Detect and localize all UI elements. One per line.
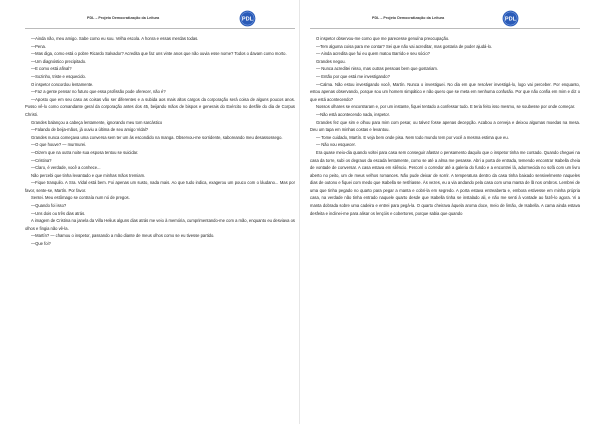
paragraph: O inspetor observou-me como que me parecesse genuína preocupação. — [316, 36, 450, 41]
paragraph: — Ainda acredita que fui eu quem matou Barrido e seu sócio? — [316, 51, 430, 57]
paragraph: —Fique tranquilo. A Sra. Vidal está bem. Foi apenas um susto, nada mais. Ao que tudo indica, exagerou um pouco com o láudano... Mas por favor, sente-se, Martín. Por favor. — [25, 180, 295, 193]
paragraph: Grandes fez que sim e olhou para mim com pesar, ou talvez fosse apenas decepção. Acabou a cerveja e deixou algumas moedas na mesa. Deu um tapa em minhas costas e levantou. — [310, 119, 580, 133]
paragraph: Grandes balançou a cabeça lentamente, ignorando meu tom sarcástico — [31, 119, 163, 125]
paragraph: Sentei. Meu estômago se contraía num nó de pregos. — [31, 195, 130, 201]
paragraph: —Falando de beija-mãos, já ouviu a última de seu amigo Vidal? — [31, 127, 149, 133]
paragraph: — Então por que está me investigando? — [316, 73, 390, 79]
paragraph: —Quando foi isso? — [31, 203, 67, 209]
paragraph: —Cristina? — [31, 157, 52, 163]
header-title: PDL – Projeto Democratização da Leitura — [372, 16, 445, 20]
paragraph: A imagem de Cristina na janela da Villa Helius alguns dias atrás me veio à memória, cumprimentando-me com a mão, enquanto eu desviava os olhos e fingia não vê-la. — [25, 218, 295, 231]
paragraph: Grandes nunca começava uma conversa sem ter um ás escondido na manga. Observou-me sorridente, saboreando meu desassossego. — [31, 134, 283, 140]
header-title: PDL – Projeto Democratização da Leitura — [87, 16, 160, 20]
paragraph: —Não está acontecendo nada, inspetor. — [316, 111, 390, 117]
paragraph: — Não vou esquecer. — [316, 142, 356, 148]
page-header — [25, 10, 295, 29]
paragraph: —Claro, é verdade, você a conhece... — [31, 165, 101, 171]
paragraph: Era quase meio-dia quando voltei para casa sem conseguir afastar o pensamento daquilo que o inspetor tinha me contado. Quando cheguei na casa da torre, subi os degraus da escada lentamente, como se até a alma me pesasse. Abri a porta de entrada, temendo encontrar Isabella cheia de vontade de conversar. A casa estava em silêncio. Percorri o corredor até a galeria do fundo e a encontrei lá, adormecida no sofá com um livro aberto no peito, um de meus velhos romances. Não pude deixar de sorrir. A temperatura dentro da casa tinha baixado sensivelmente naqueles dias de outono e fiquei com medo que Isabella se resfriasse. Às vezes, eu a via andando pela casa com uma manta de lã nos ombros. Lembrei de uma que tinha pegado no quarto para pegar a manta e cobri-la em segredo. A porta estava entreaberta e, embora estivesse em minha própria casa, na verdade não tinha entrado naquele quarto desde que Isabella tinha se instalado ali, e não me senti à vontade ao fazê-lo agora. Vi a manta dobrada sobre uma cadeira e entrei para pegá-la. O quarto cheirava àquela aroma doce, meio de limão, de Isabella. A cama ainda estava desfeita e inclinei-me para alisar os lençóis e cobertores, porque sabia que quando — [310, 149, 580, 216]
paragraph: —Pena. — [31, 43, 46, 49]
book-gutter — [299, 0, 300, 424]
page-body-right — [310, 35, 580, 217]
paragraph: O inspetor concordou lentamente. — [31, 81, 94, 87]
page-header — [310, 10, 580, 29]
paragraph: —Martín? — chamou o inspetor, passando a mão diante de meus olhos como se eu tivesse partido. — [31, 233, 215, 239]
pdl-logo-icon — [239, 10, 256, 27]
paragraph: Não percebi que tinha levantado e que minhas mãos tremiam. — [31, 172, 146, 178]
paragraph: —Sozinho, triste e esquecido. — [31, 73, 87, 79]
left-page — [25, 0, 295, 424]
logo-text: PDL — [504, 16, 517, 23]
paragraph: —Ainda não, meu amigo. Sabe como eu sou. Velha escola. A honra e essas merdas todas. — [31, 36, 199, 41]
paragraph: —Que foi? — [31, 241, 51, 247]
paragraph: —Mas diga, como está o pobre Ricardo Salvador? Acredita que faz uns vinte anos que não ouvia esse nome? Todos o davam como morto. — [31, 51, 287, 57]
paragraph: — Tome cuidado, Martín. E veja bem onde pisa. Nem todo mundo tem por você a mesma estima que eu. — [316, 134, 509, 140]
logo-text: PDL — [241, 16, 254, 23]
paragraph: —Faz a gente pensar no futuro que essa profissão pode oferecer, não é? — [31, 89, 166, 95]
page-body-left — [25, 35, 295, 248]
paragraph: —Calma. Não estou investigando você, Martín. Nunca o investiguei. No dia em que resolver investigá-lo, logo vai perceber. Por enquanto, estou apenas observando, porque sou um homem simpático e não quero que se meta em nenhuma confusão. Por que não confia em mim e diz o que está acontecendo? — [310, 81, 580, 102]
pdl-logo-icon — [502, 10, 519, 27]
paragraph: —O que houve? — murmurei. — [31, 142, 87, 148]
paragraph: — Nunca acreditei nisso, mas outras pessoas bem que gostariam. — [316, 66, 438, 72]
paragraph: —Uns dois ou três dias atrás. — [31, 210, 86, 216]
paragraph: Grandes negou. — [316, 58, 346, 64]
paragraph: Nossos olhares se encontraram e, por um instante, fiquei tentado a confessar tudo. E teria feito isso mesmo, se soubesse por onde começar. — [316, 104, 576, 110]
paragraph: —Um diagnóstico precipitado. — [31, 58, 87, 64]
paragraph: —Tem alguma coisa para me contar? Sei que não vai acreditar, mas gostaria de poder ajudá-lo. — [316, 43, 493, 49]
right-page — [310, 0, 580, 424]
paragraph: —Aposto que em seu caso as coisas vão ser diferentes e a subida aos mais altos cargos da corporação será coisa de alguns poucos anos. Posso vê-lo como comandante geral da corporação antes dos 45, beijando mãos de bispos e generais do Exército no desfile do dia de Corpus Christi. — [25, 96, 295, 117]
paragraph: —Dizem que na outra noite sua esposa tentou se suicidar. — [31, 149, 139, 155]
paragraph: —E como está afinal? — [31, 66, 72, 72]
